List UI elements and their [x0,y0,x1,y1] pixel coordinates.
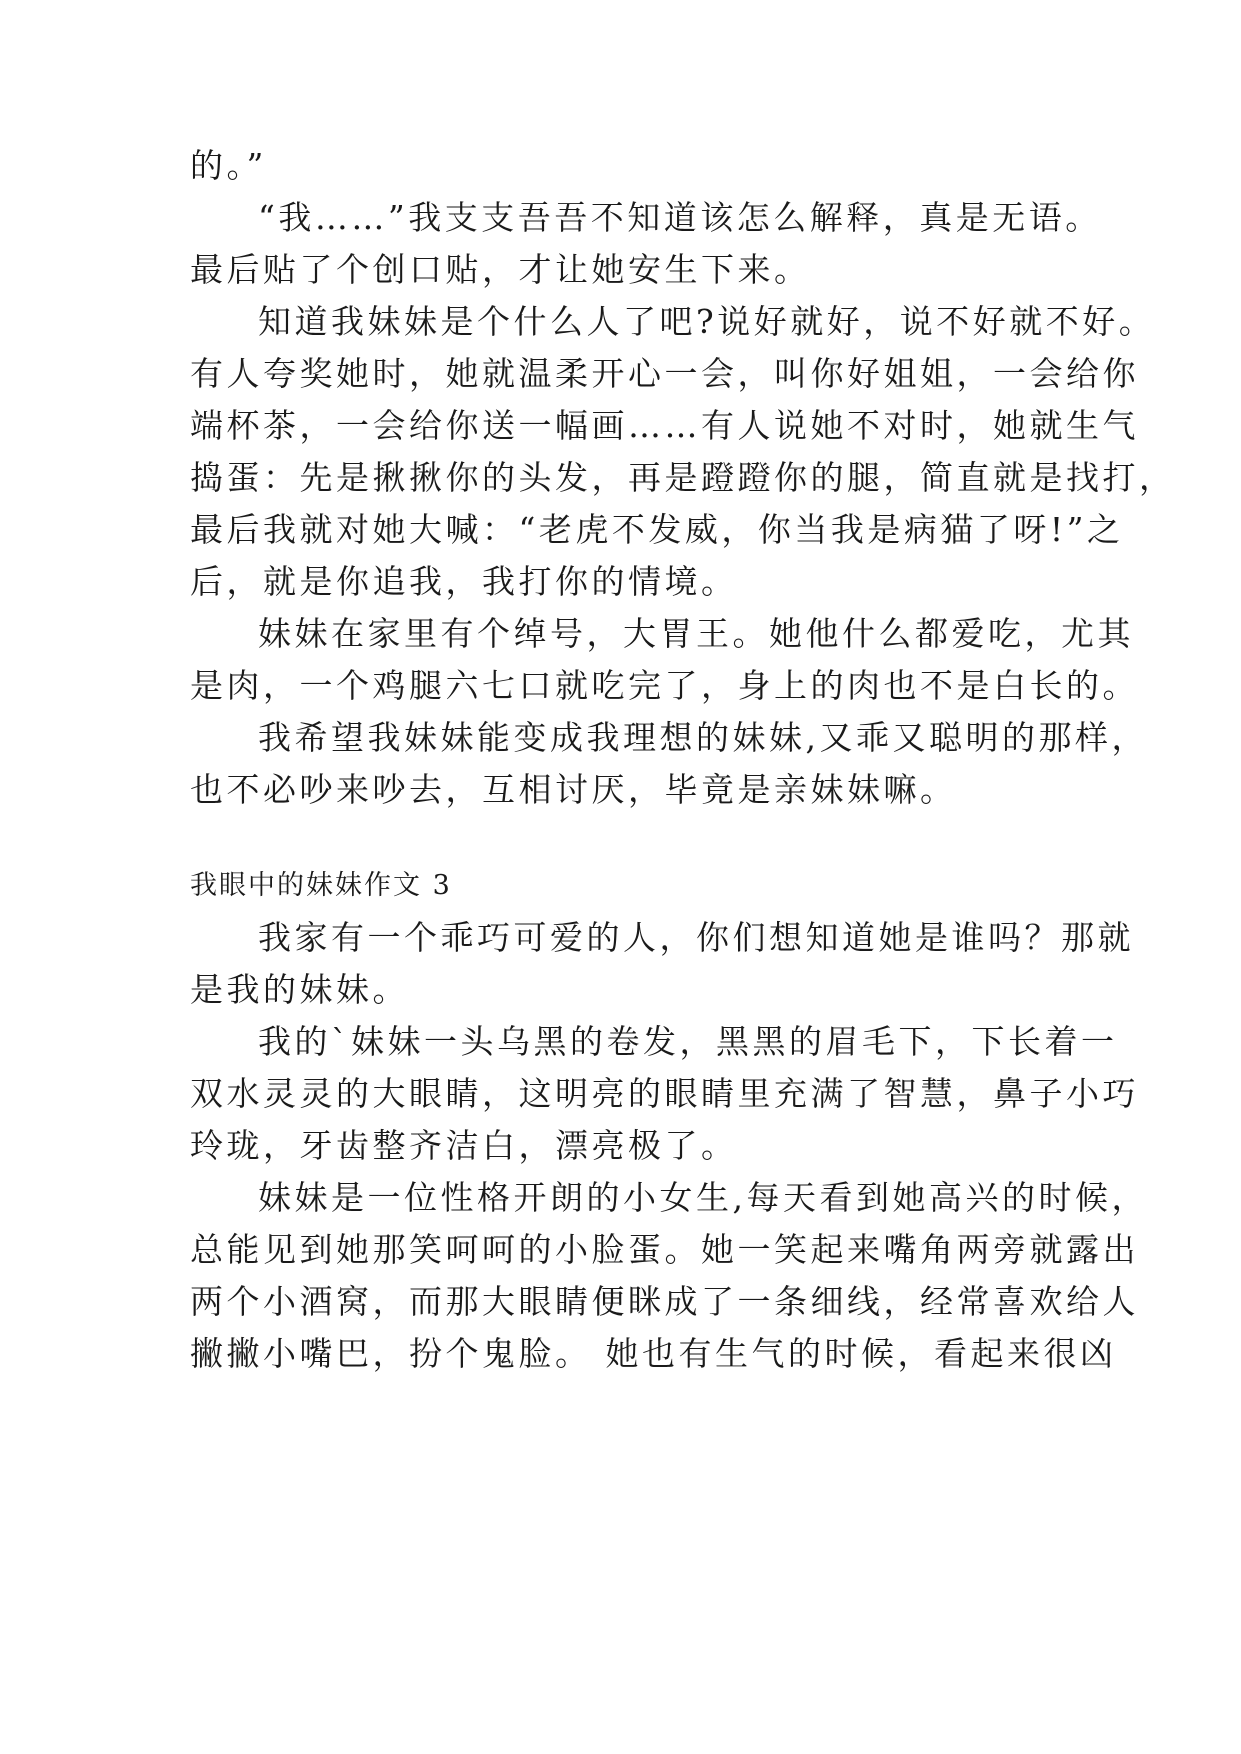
text-line: 有人夸奖她时，她就温柔开心一会，叫你好姐姐，一会给你 [190,354,1139,393]
section-title: 我眼中的妹妹作文 3 [190,870,452,901]
text-line: 两个小酒窝，而那大眼睛便眯成了一条细线，经常喜欢给人 [190,1282,1139,1321]
text-line: 妹妹在家里有个绰号，大胃王。她他什么都爱吃，尤其 [258,614,1134,653]
text-line: “我……”我支支吾吾不知道该怎么解释，真是无语。 [258,198,1102,237]
text-line: 端杯茶，一会给你送一幅画……有人说她不对时，她就生气 [190,406,1139,445]
text-line: 我的`妹妹一头乌黑的卷发，黑黑的眉毛下，下长着一 [258,1022,1118,1061]
text-line: 妹妹是一位性格开朗的小女生,每天看到她高兴的时候， [258,1178,1148,1217]
text-line: 后，就是你追我，我打你的情境。 [190,562,738,601]
text-line: 我希望我妹妹能变成我理想的妹妹,又乖又聪明的那样， [258,718,1148,757]
text-line: 知道我妹妹是个什么人了吧?说好就好，说不好就不好。 [258,302,1156,341]
text-line: 也不必吵来吵去，互相讨厌，毕竟是亲妹妹嘛。 [190,770,957,809]
text-line: 捣蛋：先是揪揪你的头发，再是蹬蹬你的腿，简直就是找打， [190,458,1176,497]
text-line: 的。” [190,146,267,185]
text-line: 双水灵灵的大眼睛，这明亮的眼睛里充满了智慧，鼻子小巧 [190,1074,1139,1113]
text-line: 玲珑，牙齿整齐洁白，漂亮极了。 [190,1126,738,1165]
text-line: 撇撇小嘴巴，扮个鬼脸。 她也有生气的时候，看起来很凶 [190,1334,1117,1373]
text-line: 我家有一个乖巧可爱的人，你们想知道她是谁吗？那就 [258,918,1134,957]
text-line: 总能见到她那笑呵呵的小脸蛋。她一笑起来嘴角两旁就露出 [190,1230,1139,1269]
text-line: 最后贴了个创口贴，才让她安生下来。 [190,250,811,289]
text-line: 是我的妹妹。 [190,970,409,1009]
text-line: 最后我就对她大喊：“老虎不发威，你当我是病猫了呀!”之 [190,510,1124,549]
text-line: 是肉，一个鸡腿六七口就吃完了，身上的肉也不是白长的。 [190,666,1139,705]
